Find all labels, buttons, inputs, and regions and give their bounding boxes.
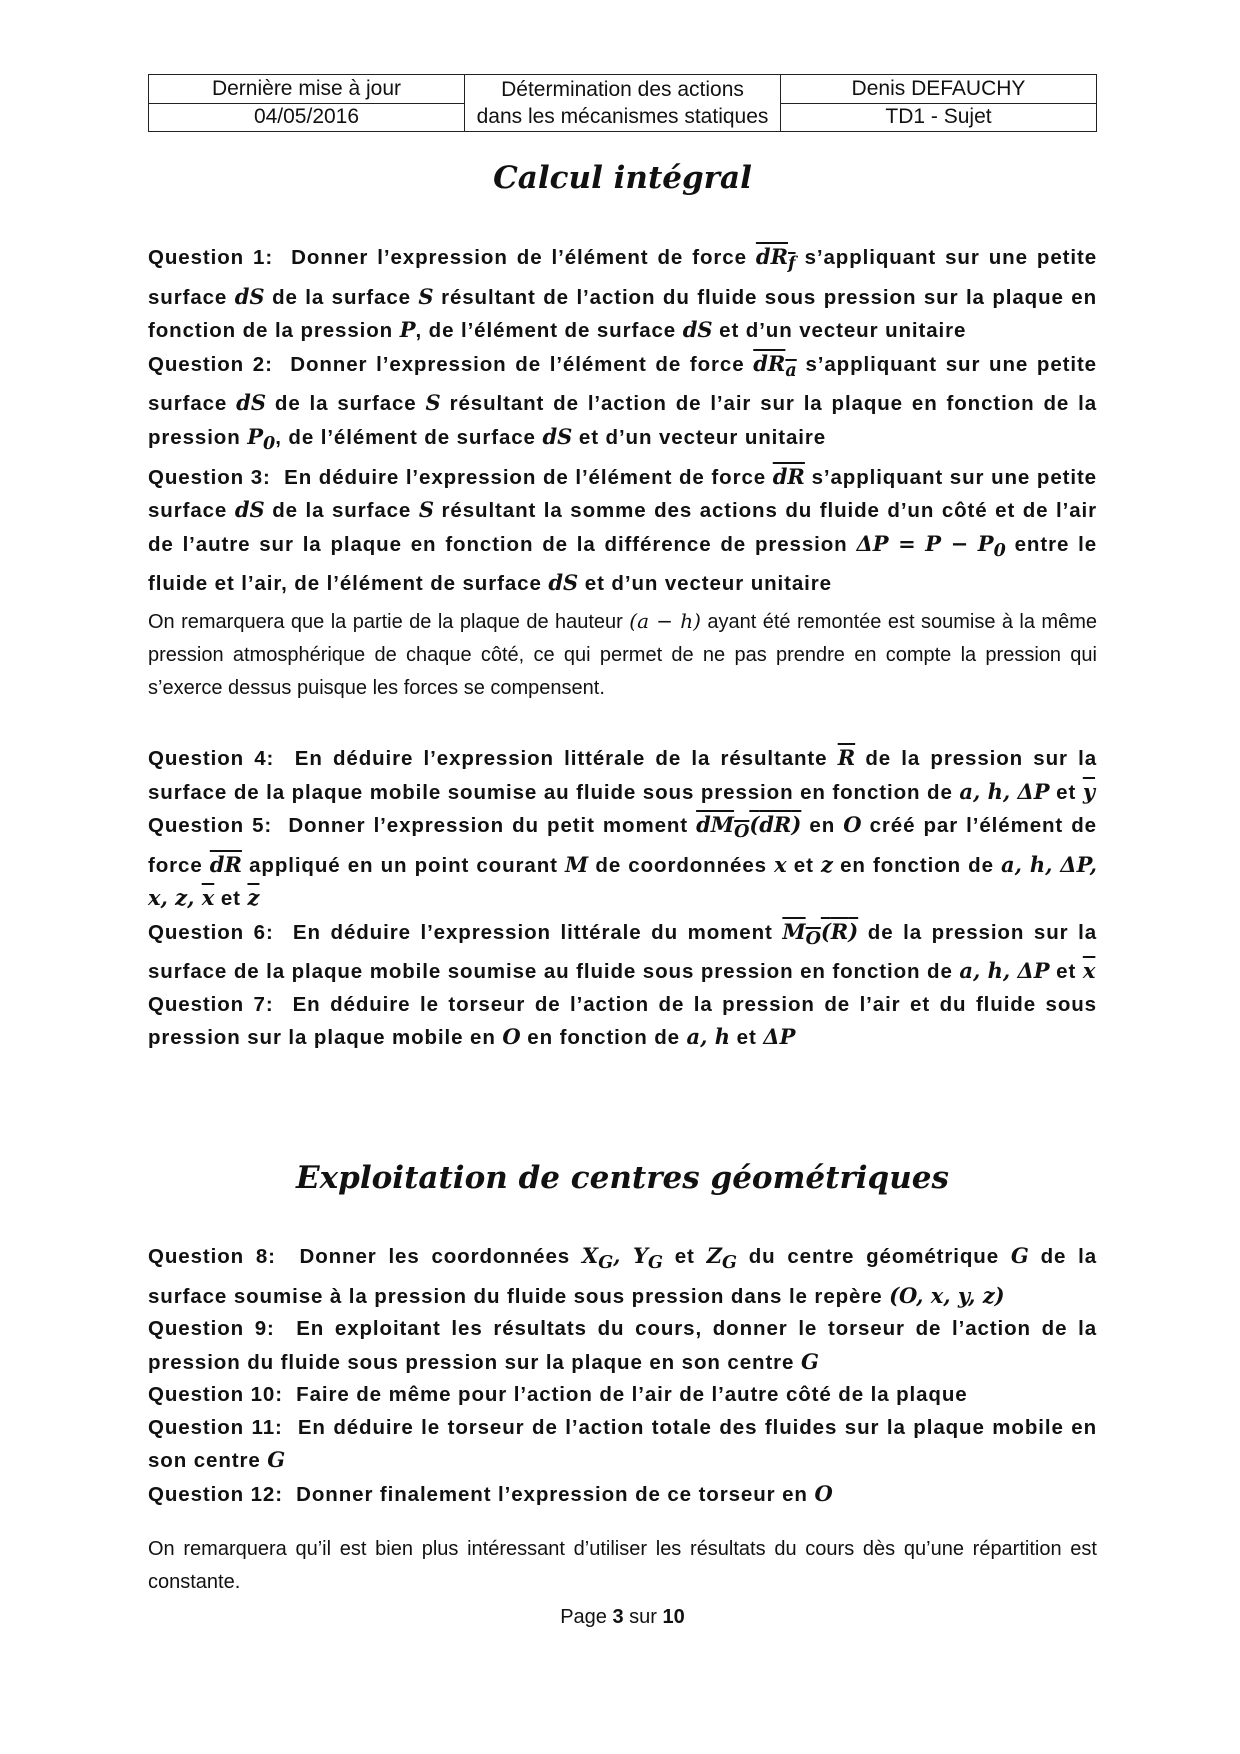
math-G: G: [800, 1348, 819, 1374]
question-text: s’appliquant sur une petite surface: [148, 465, 1097, 523]
math-x-vec: $\overline{x}$: [1082, 958, 1096, 984]
question-label: Question 7:: [148, 992, 274, 1016]
doc-type: TD1 - Sujet: [781, 103, 1097, 132]
page-word: Page: [560, 1606, 607, 1628]
question-label: Question 4:: [148, 747, 275, 770]
question-text: résultant de l’action de l’air sur la plaque en fonction de la pression: [148, 392, 1098, 449]
question-text: de coordonnées: [588, 853, 775, 877]
question-text: En exploitant les résultats du cours, donner le torseur de l’action de la pression du fluide sous pression sur la plaque en son centre: [148, 1317, 1097, 1374]
question-12: [148, 1478, 1097, 1512]
question-text: , de l’élément de surface: [275, 425, 543, 449]
question-8: [148, 1240, 1097, 1313]
question-label: Question 8:: [148, 1245, 276, 1268]
note-text: ayant été remontée est soumise à la même pression atmosphérique de chaque côté, ce qui permet de ne pas prendre en compte la pression qui s’exerce dessus puisque les forces se compensent.: [148, 611, 1097, 699]
math-x-vec: $\overline{x}$: [201, 885, 215, 911]
math-G: G: [1010, 1243, 1029, 1268]
question-text: appliqué en un point courant: [241, 853, 566, 877]
question-label: Question 9:: [148, 1317, 275, 1341]
page-total: 10: [662, 1606, 685, 1628]
note-2: [148, 1533, 1097, 1599]
page-current: 3: [612, 1606, 624, 1628]
question-text: , de l’élément de surface: [415, 319, 683, 343]
question-text: Faire de même pour l’action de l’air de l’autre côté de la plaque: [296, 1383, 968, 1407]
question-text: du centre géométrique: [736, 1245, 1011, 1268]
math-z-vec: $\overline{z}$: [247, 885, 260, 911]
math-dS: dS: [542, 423, 573, 449]
question-text: Donner les coordonnées: [299, 1245, 582, 1268]
note-text: On remarquera qu’il est bien plus intéressant d’utiliser les résultats du cours dès qu’une répartition est constante.: [148, 1538, 1097, 1593]
questions-1-3: [148, 241, 1097, 601]
question-text: entre le fluide et l’air, de l’élément de surface: [148, 532, 1097, 596]
question-label: Question 2:: [148, 352, 273, 376]
math-y-vec: $\overline{y}$: [1082, 778, 1096, 804]
math-dP: ΔP: [763, 1024, 796, 1050]
math-delta-p-equation: $\Delta P = P - P_0$: [856, 530, 1006, 561]
math-dR: $\overline{dR}$: [209, 851, 242, 877]
math-S: S: [425, 390, 441, 416]
math-S: S: [418, 497, 434, 523]
question-10: [148, 1379, 1097, 1412]
question-text: Donner l’expression du petit moment: [288, 814, 697, 837]
math-x: x: [774, 851, 787, 877]
question-text: s’appliquant sur une petite surface: [148, 352, 1097, 416]
question-text: et d’un vecteur unitaire: [712, 319, 967, 343]
question-text: de la pression sur la surface de la plaque mobile soumise au fluide sous pression en fonction de: [148, 747, 1097, 804]
question-5: [148, 809, 1097, 916]
subject-cell: [465, 75, 781, 132]
page-of: sur: [629, 1606, 657, 1628]
question-text: En déduire le torseur de l’action de la pression de l’air et du fluide sous pression sur la plaque mobile en: [148, 992, 1097, 1050]
question-text: de la surface: [266, 392, 426, 416]
math-variables: a, h, ΔP, x, z,: [148, 851, 1097, 911]
question-text: et d’un vecteur unitaire: [572, 425, 827, 449]
math-dS: dS: [236, 390, 267, 416]
math-Mo-R: $M_O(R)$: [782, 918, 859, 949]
question-text: résultant la somme des actions du fluide d’un côté et de l’air de l’autre sur la plaque en fonction de la différence de pression: [148, 499, 1098, 556]
math-dRa: $dR_a$: [753, 350, 797, 381]
question-text: de la surface: [264, 499, 419, 523]
math-a-h-dP: a, h, ΔP: [959, 958, 1050, 984]
header-table: [148, 74, 1097, 132]
math-dR: $\overline{dR}$: [772, 463, 805, 489]
math-dS: dS: [548, 570, 579, 596]
question-text: résultant de l’action du fluide sous pression sur la plaque en fonction de la pression: [148, 285, 1098, 343]
question-text: et d’un vecteur unitaire: [578, 572, 832, 596]
math-repere: (O, x, y, z): [889, 1282, 1005, 1308]
math-dS: dS: [234, 283, 265, 309]
section-title-exploitation: Exploitation de centres géométriques: [296, 1160, 949, 1196]
question-text: Donner finalement l’expression de ce torseur en: [296, 1482, 815, 1506]
question-text: et: [662, 1245, 707, 1268]
math-ZG: $Z_G$: [706, 1243, 737, 1274]
question-text: en fonction de: [520, 1026, 687, 1050]
question-label: Question 11:: [148, 1415, 283, 1439]
author: Denis DEFAUCHY: [781, 75, 1097, 104]
question-7: [148, 989, 1097, 1055]
question-text: et: [786, 853, 821, 877]
question-text: Donner l’expression de l’élément de force: [290, 352, 754, 376]
math-O: O: [814, 1480, 833, 1506]
math-M: M: [565, 851, 589, 877]
subject-line-2: dans les mécanismes statiques: [476, 105, 769, 128]
question-text: de la surface soumise à la pression du fluide sous pression dans le repère: [148, 1245, 1098, 1308]
question-text: En déduire l’expression de l’élément de force: [284, 465, 773, 489]
question-label: Question 5:: [148, 814, 273, 837]
math-O: O: [843, 812, 862, 837]
question-11: [148, 1412, 1097, 1478]
page-footer: [148, 1606, 1097, 1629]
updated-label: Dernière mise à jour: [149, 75, 465, 104]
math-dMo-dR: $dM_O(dR)$: [696, 812, 802, 843]
math-a-h-dP: a, h, ΔP: [959, 778, 1050, 804]
math-dRf: $dR_f$: [755, 244, 796, 275]
math-G: G: [267, 1447, 286, 1473]
note-1: [148, 605, 1097, 705]
question-label: Question 10:: [148, 1383, 283, 1407]
question-text: de la surface: [264, 285, 419, 309]
question-text: Donner l’expression de l’élément de force: [291, 246, 756, 269]
math-R: $\overline{R}$: [837, 745, 856, 770]
section-title-calcul: Calcul intégral: [493, 160, 752, 196]
questions-8-12: [148, 1240, 1097, 1511]
math-O: O: [502, 1024, 521, 1050]
question-text: et: [1049, 960, 1083, 984]
math-P0: $P_0$: [247, 423, 276, 455]
question-text: en: [801, 814, 844, 837]
question-4: [148, 742, 1097, 809]
math-z: z: [820, 851, 833, 877]
question-text: et: [214, 887, 248, 911]
question-text: En déduire l’expression littérale du moment: [292, 920, 783, 944]
updated-date: 04/05/2016: [149, 103, 465, 132]
question-label: Question 3:: [148, 465, 271, 489]
note-text: On remarquera que la partie de la plaque de hauteur: [148, 611, 630, 633]
question-text: et: [1049, 780, 1083, 804]
math-S: S: [418, 283, 434, 309]
question-text: et: [730, 1026, 764, 1050]
question-text: en fonction de: [832, 853, 1002, 877]
question-label: Question 6:: [148, 920, 274, 944]
question-6: [148, 916, 1097, 989]
question-2: [148, 348, 1097, 461]
question-text: En déduire l’expression littérale de la résultante: [294, 747, 838, 770]
math-P: P: [399, 317, 416, 343]
questions-4-7: [148, 742, 1097, 1055]
question-text: de la pression sur la surface de la plaque mobile soumise au fluide sous pression en fonction de: [148, 920, 1097, 984]
math-dS: dS: [682, 317, 713, 343]
math-a-h: a, h: [686, 1024, 731, 1050]
question-text: créé par l’élément de force: [148, 814, 1097, 877]
question-label: Question 1:: [148, 246, 274, 269]
math-a-minus-h: (a − h): [629, 609, 701, 633]
question-9: [148, 1313, 1097, 1379]
math-XG-YG: $X_G$, $Y_G$: [581, 1243, 663, 1274]
question-label: Question 12:: [148, 1482, 283, 1506]
question-text: En déduire le torseur de l’action totale des fluides sur la plaque mobile en son centre: [148, 1415, 1097, 1473]
question-1: [148, 241, 1097, 348]
math-dS: dS: [234, 497, 265, 523]
question-3: [148, 461, 1097, 601]
question-text: s’appliquant sur une petite surface: [148, 246, 1097, 309]
subject-line-1: Détermination des actions: [501, 78, 744, 101]
